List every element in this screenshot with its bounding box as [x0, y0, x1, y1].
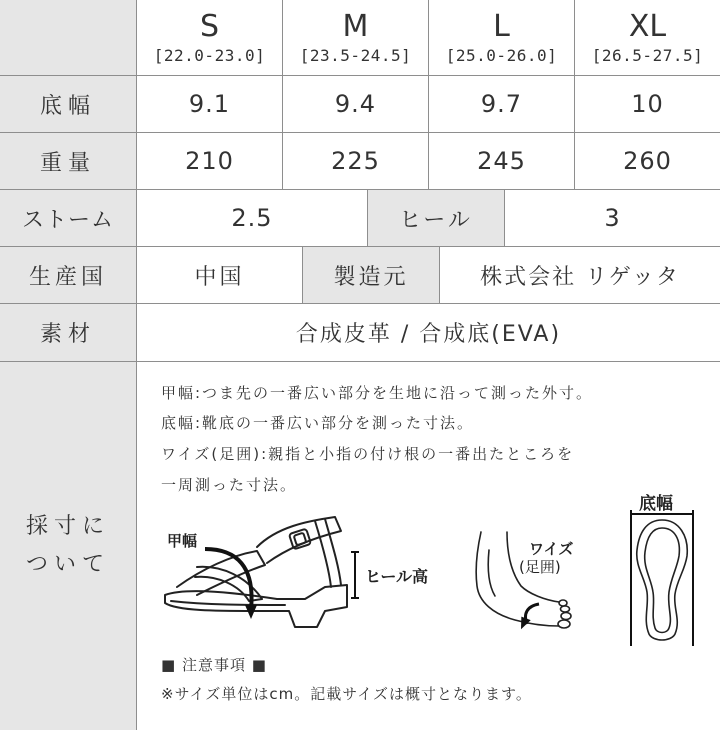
caution-title: ■ 注意事項 ■: [161, 656, 267, 674]
weight-l: [429, 133, 575, 190]
row-label-text: 生産国: [28, 264, 107, 290]
sole-width-s: [137, 76, 283, 133]
cell-value: 245: [477, 147, 526, 175]
size-letter: XL: [628, 8, 667, 44]
row-label-storm: [0, 190, 137, 247]
size-header-s: [137, 0, 283, 76]
cell-value: 225: [331, 147, 380, 175]
weight-s: [137, 133, 283, 190]
size-range: [25.0-26.0]: [445, 45, 558, 65]
sole-width-l: [429, 76, 575, 133]
weight-xl: [575, 133, 720, 190]
cell-value: 中国: [194, 264, 245, 290]
note-line: 一周測った寸法。: [161, 476, 298, 494]
size-header-xl: [575, 0, 720, 76]
cell-value: 10: [631, 90, 664, 118]
heel-height-bracket: [349, 550, 361, 600]
cell-value: 2.5: [231, 204, 273, 232]
measure-label-line1: 採寸に: [25, 514, 110, 539]
row-label-weight: [0, 133, 137, 190]
sole-width-label: 底幅: [639, 494, 673, 514]
row-label-measurement: [0, 362, 137, 730]
row-label-text: 製造元: [333, 264, 409, 290]
size-range: [23.5-24.5]: [299, 45, 412, 65]
row-label-text: ストーム: [21, 207, 114, 233]
size-range: [26.5-27.5]: [591, 45, 704, 65]
sole-diagram: [625, 508, 699, 648]
material-value: [137, 304, 720, 362]
row-label-material: [0, 304, 137, 362]
note-line: ワイズ(足囲):親指と小指の付け根の一番出たところを: [161, 445, 575, 463]
sole-width-xl: [575, 76, 720, 133]
row-label-text: 素材: [39, 322, 96, 347]
size-letter: M: [342, 8, 369, 44]
size-header-l: [429, 0, 575, 76]
instep-label: 甲幅: [167, 532, 198, 550]
row-label-origin: [0, 247, 137, 304]
sole-width-m: [283, 76, 429, 133]
cell-value: 260: [623, 147, 672, 175]
note-line: 底幅:靴底の一番広い部分を測った寸法。: [161, 414, 475, 432]
cell-value: 合成皮革 / 合成底(EVA): [295, 322, 562, 347]
wise-sub-label: (足囲): [519, 558, 561, 576]
cell-value: 9.1: [188, 90, 231, 118]
size-letter: S: [199, 8, 220, 44]
heel-label: [368, 190, 505, 247]
weight-m: [283, 133, 429, 190]
size-header-m: [283, 0, 429, 76]
maker-value: [440, 247, 720, 304]
cell-value: 9.7: [480, 90, 523, 118]
cell-value: 株式会社 リゲッタ: [480, 264, 680, 290]
cell-value: 9.4: [334, 90, 377, 118]
measurement-notes: [137, 362, 720, 730]
wise-label: ワイズ: [529, 540, 574, 558]
measure-label-line2: ついて: [25, 552, 110, 577]
storm-value: [137, 190, 368, 247]
header-corner: [0, 0, 137, 76]
cell-value: 210: [185, 147, 234, 175]
cell-value: 3: [604, 204, 621, 232]
sandal-diagram: [157, 507, 367, 632]
row-label-sole-width: [0, 76, 137, 133]
heel-height-label: ヒール高: [365, 567, 429, 586]
row-label-text: 重量: [39, 150, 96, 176]
row-label-text: 底幅: [39, 93, 96, 119]
note-line: 甲幅:つま先の一番広い部分を生地に沿って測った外寸。: [161, 384, 594, 402]
maker-label: [303, 247, 440, 304]
caution-text: ※サイズ単位はcm。記載サイズは概寸となります。: [161, 685, 532, 703]
origin-value: [137, 247, 303, 304]
row-label-text: ヒール: [399, 207, 473, 233]
heel-value: [505, 190, 720, 247]
size-letter: L: [493, 8, 510, 44]
size-range: [22.0-23.0]: [153, 45, 266, 65]
